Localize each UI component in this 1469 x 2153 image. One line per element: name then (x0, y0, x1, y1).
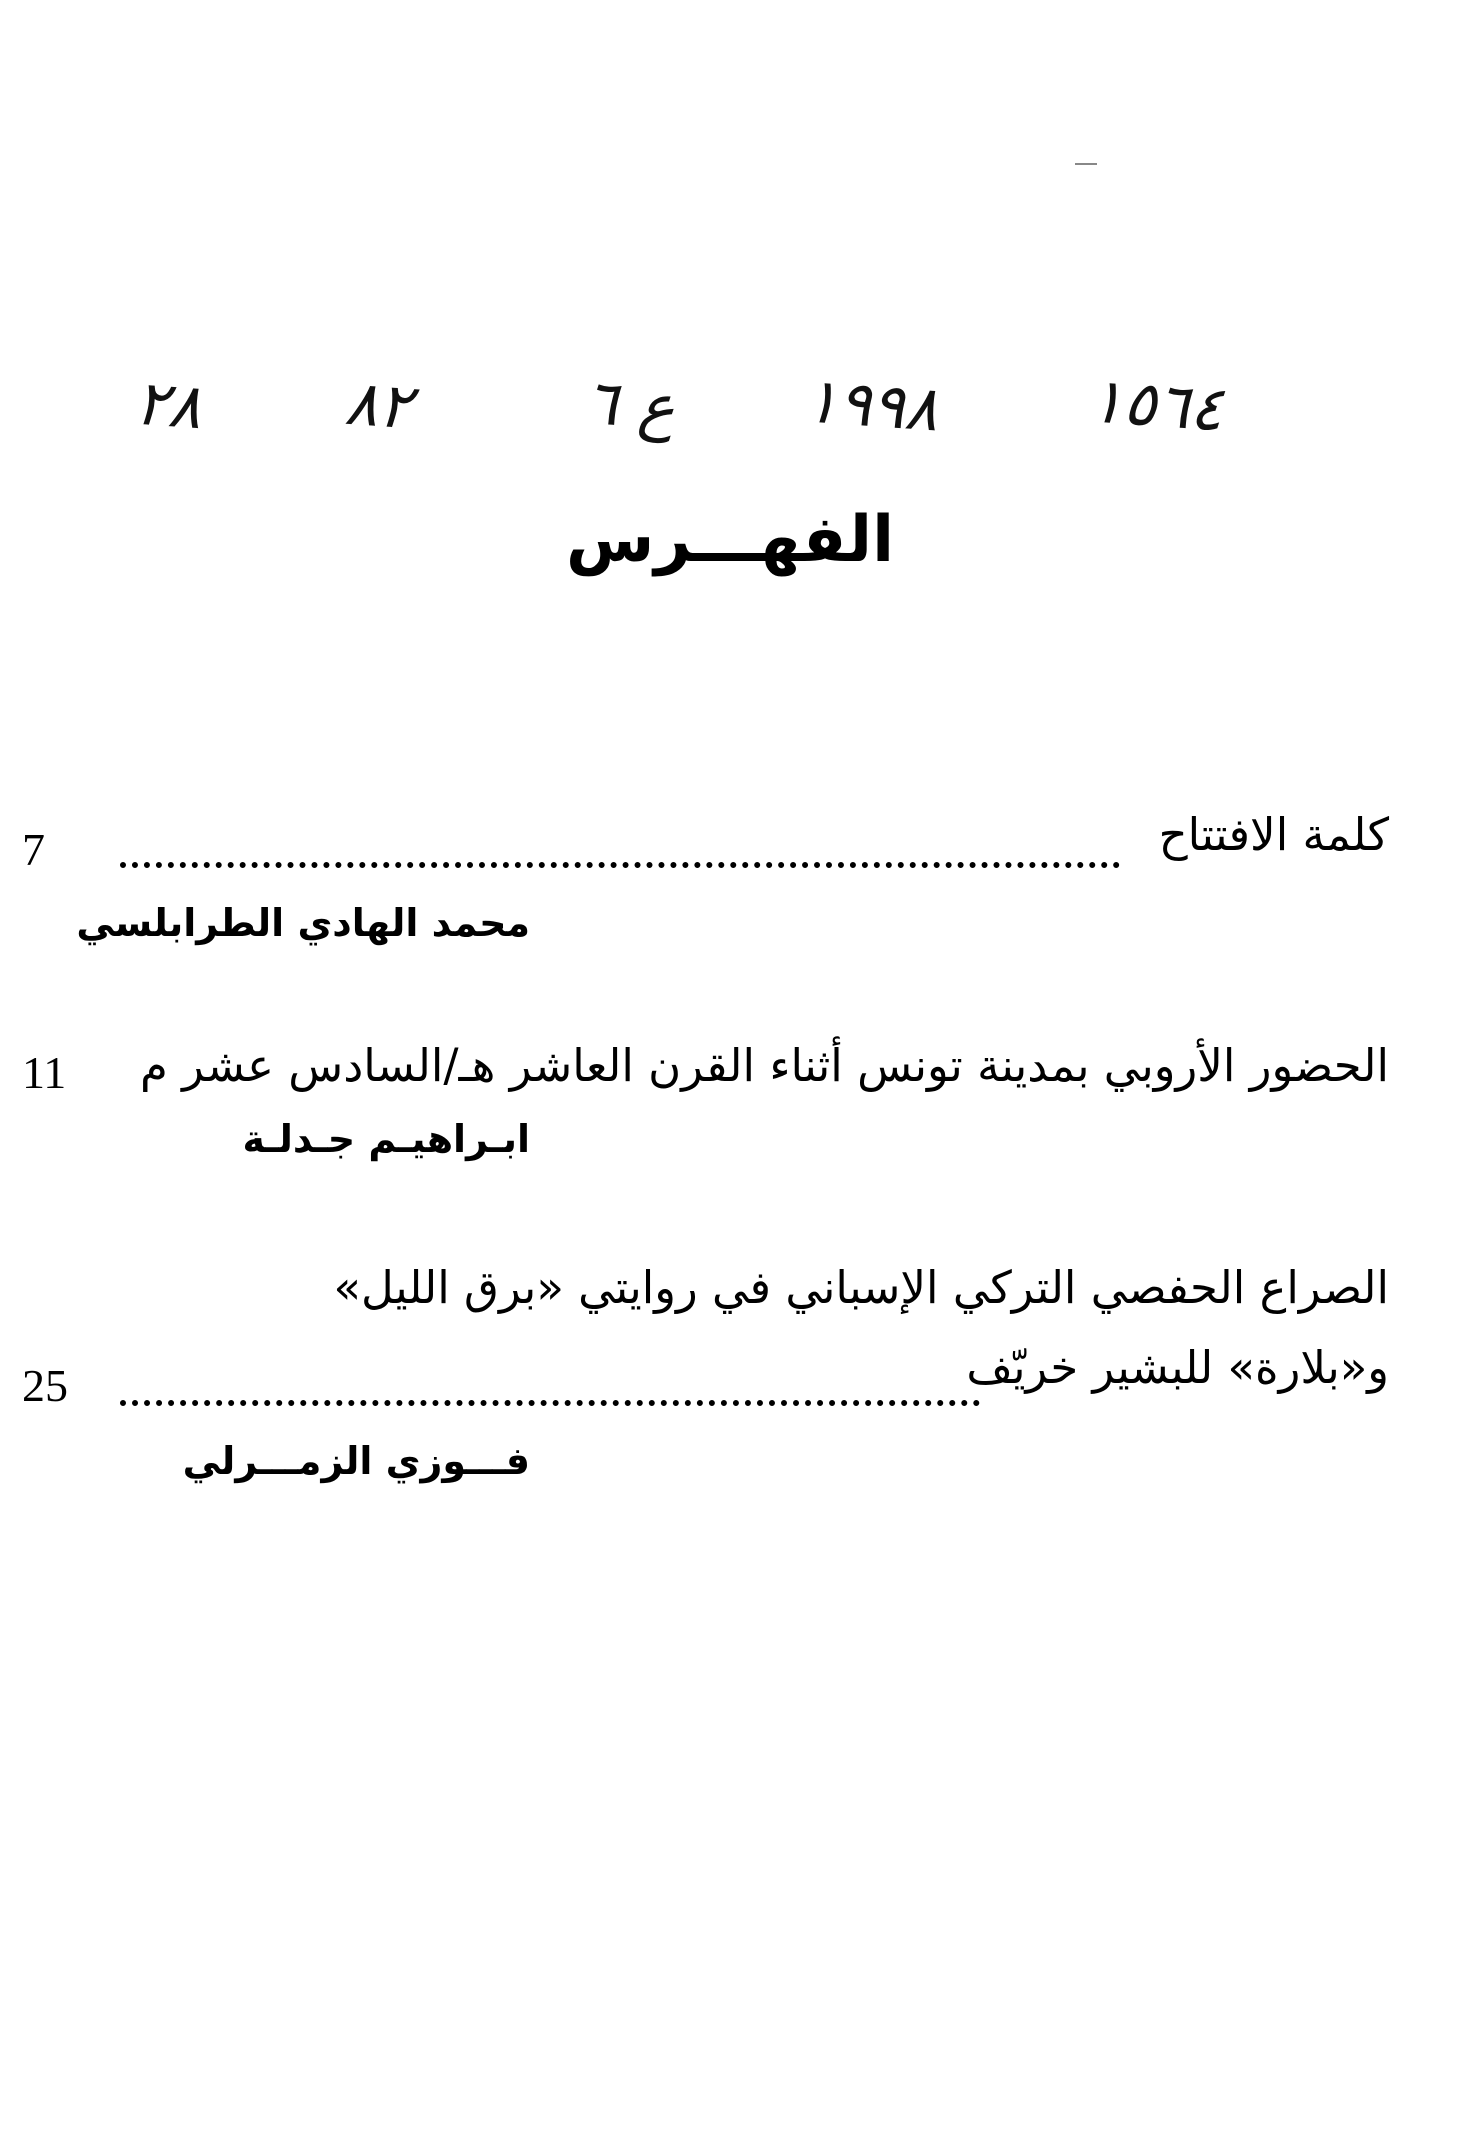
entry-title: و«بلارة» للبشير خريّف (966, 1341, 1389, 1394)
entry-title: الحضور الأروبي بمدينة تونس أثناء القرن العاشر هـ/السادس عشر م (139, 1039, 1389, 1092)
handwritten-number: ٢٨ (132, 365, 205, 444)
scan-speck (1075, 163, 1097, 165)
page-number: 11 (22, 1047, 67, 1098)
handwritten-number: ع ٦ (582, 364, 678, 445)
author-name: ابـراهيـم جـدلـة (242, 1117, 530, 1161)
author-name: فـــوزي الزمـــرلي (182, 1439, 530, 1483)
handwritten-number: ٨٢ (342, 365, 415, 444)
entry-title: الصراع الحفصي التركي الإسباني في روايتي «برق الليل» (333, 1261, 1389, 1314)
dot-leader (120, 1360, 980, 1406)
page-number: 25 (22, 1360, 68, 1411)
dot-leader (120, 822, 1120, 868)
page-title: الفهـــرس (565, 503, 895, 577)
entry-title: كلمة الافتتاح (1158, 808, 1389, 861)
handwritten-number: ١٥٦٤ (1087, 363, 1226, 446)
handwritten-number: ١٩٩٨ (802, 363, 941, 446)
page-number: 7 (22, 824, 45, 875)
author-name: محمد الهادي الطرابلسي (76, 901, 530, 945)
